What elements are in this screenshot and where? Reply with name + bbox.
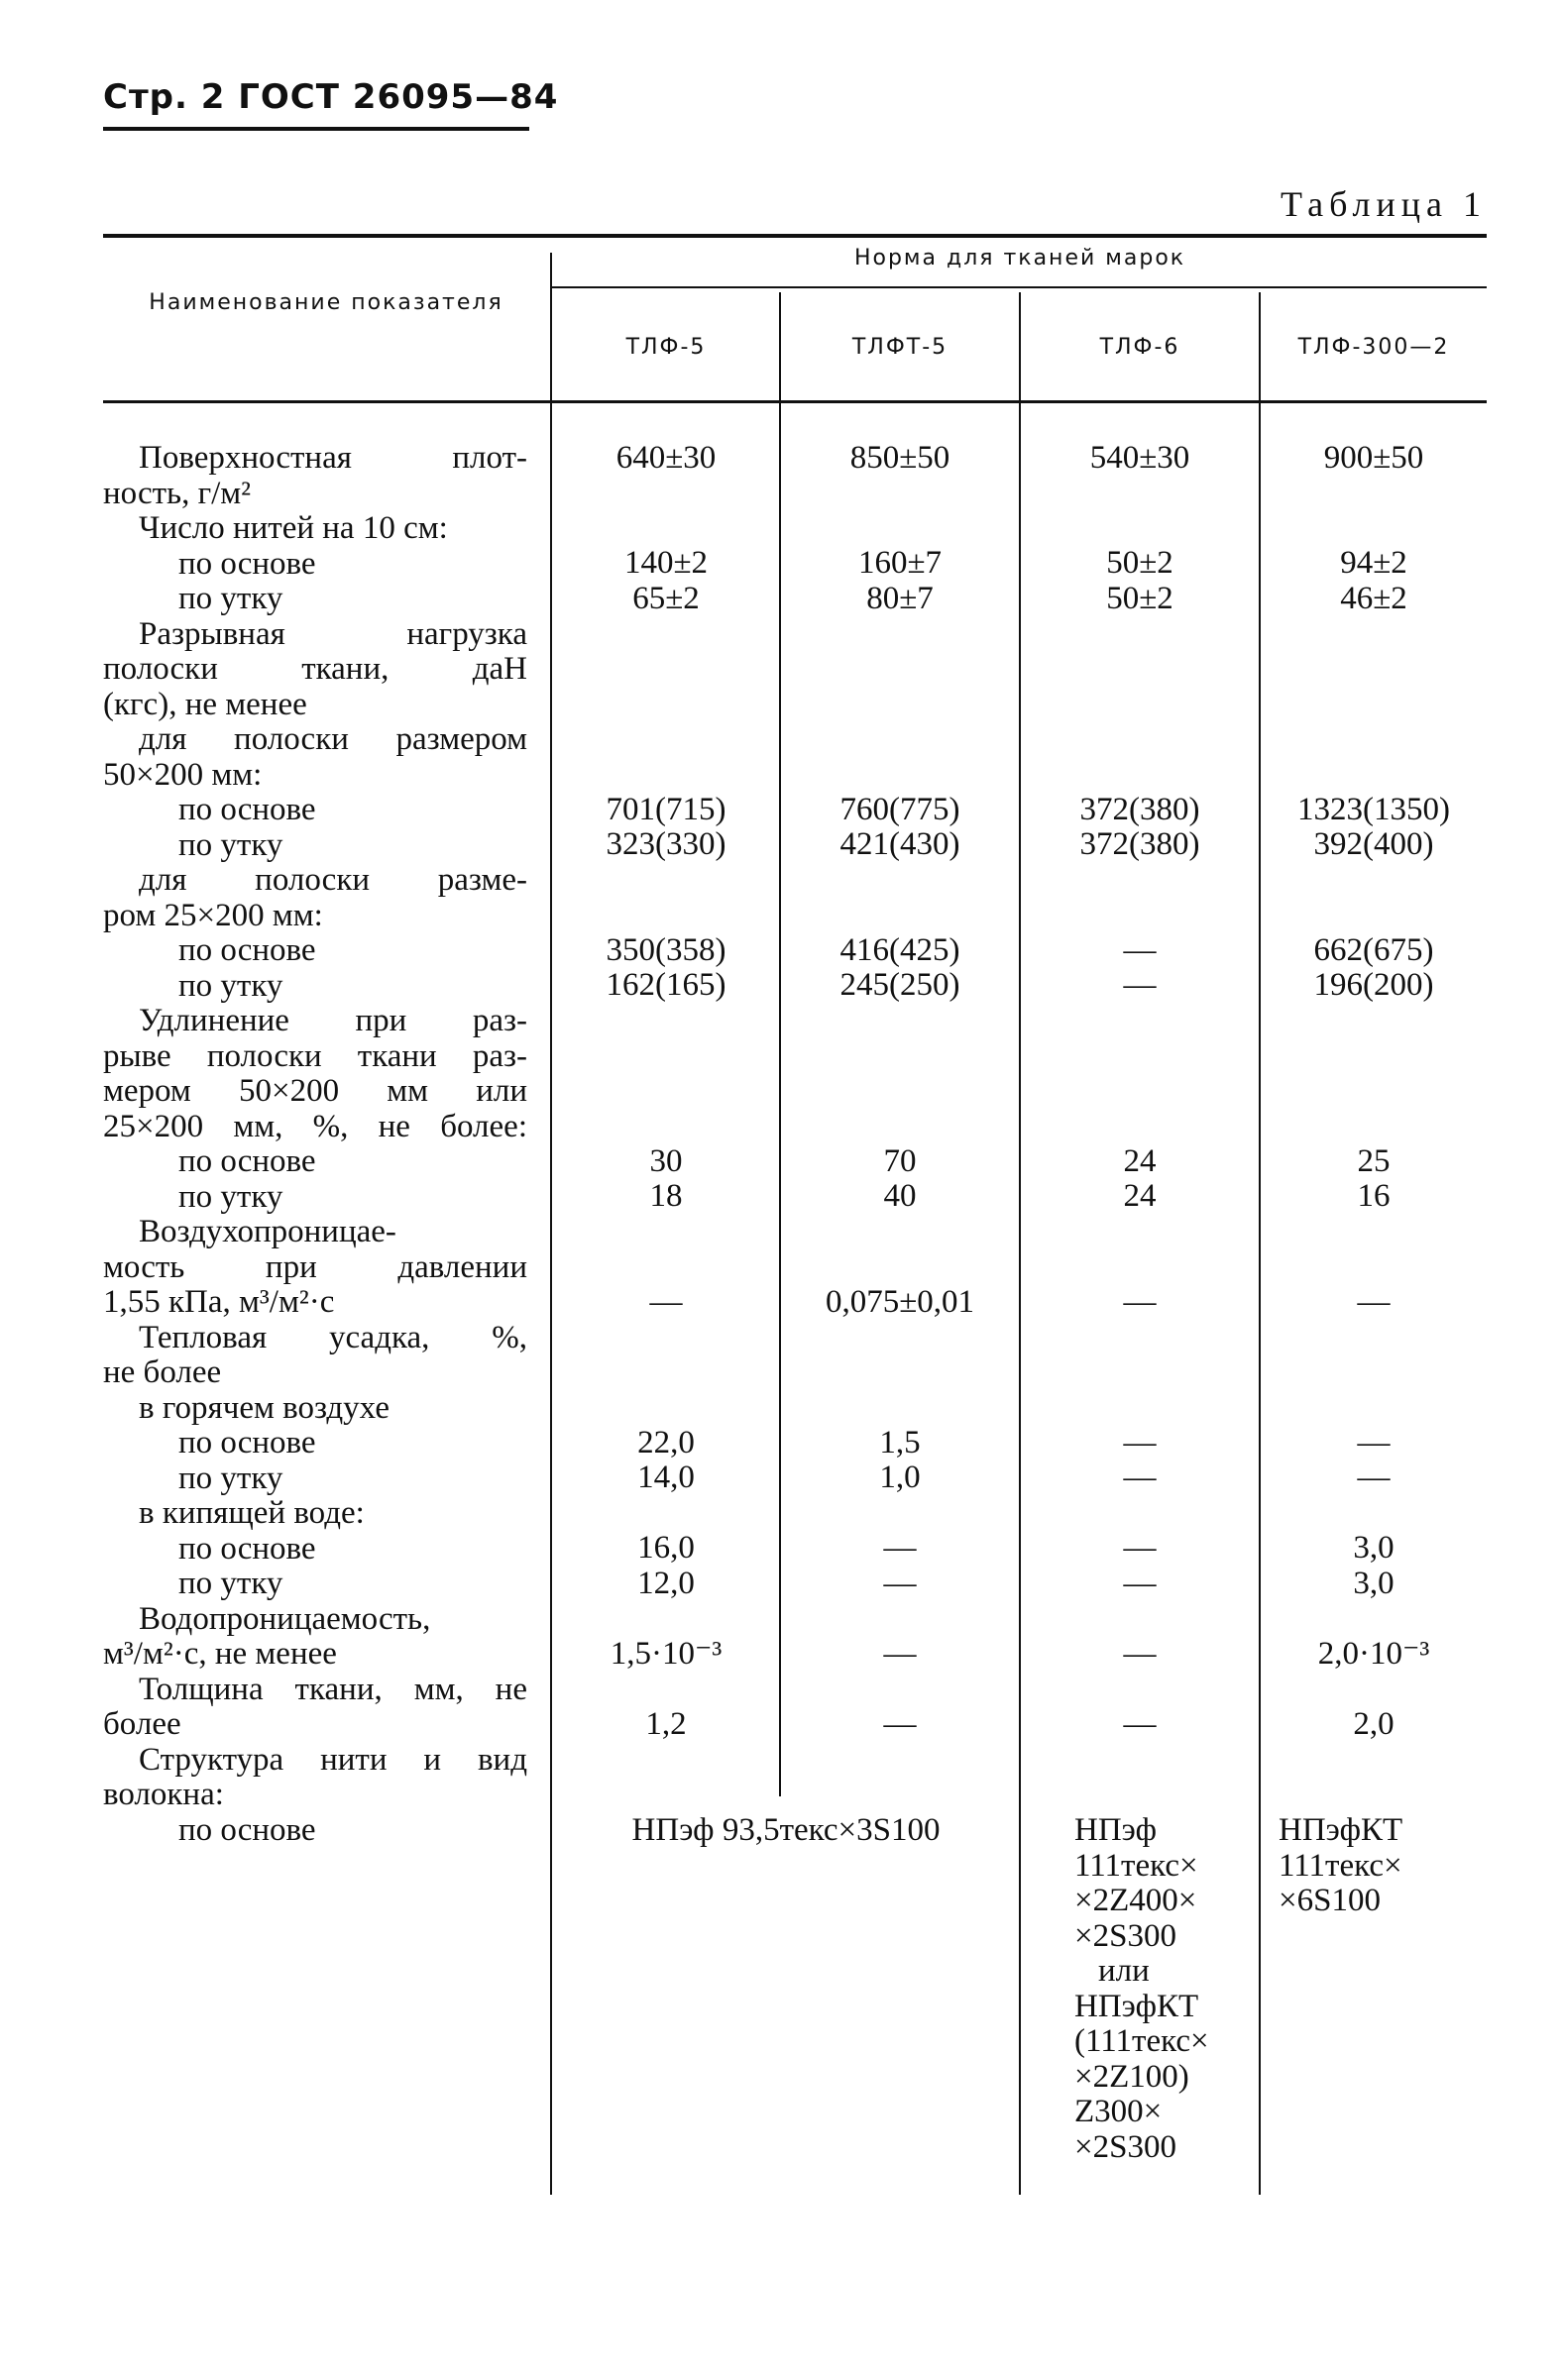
label-elong: Удлинение при раз- [139,1003,527,1038]
value-cell: 160±7 [857,545,943,581]
value-cell: — [1357,1284,1391,1320]
structure-line: 111текс× [1279,1847,1402,1884]
structure-line: ×2Z100) [1074,2058,1189,2095]
value-cell: 18 [649,1178,683,1214]
header-bottom-rule [103,400,1487,403]
label-water-2: м³/м²·с, не менее [103,1636,337,1672]
value-cell: — [1357,1425,1391,1460]
label-elong-2: рыве полоски ткани раз- [103,1037,527,1074]
value-cell: 2,0 [1353,1706,1395,1742]
label-threads: Число нитей на 10 см: [139,510,448,546]
label-air: Воздухопроницае- [139,1214,396,1249]
label-osnova: по основе [178,1143,316,1179]
label-structure: Структура нити и вид [139,1741,527,1778]
value-cell: 50±2 [1106,545,1173,581]
structure-line: или [1098,1953,1150,1989]
label-osnova: по основе [178,1811,316,1848]
label-osnova: по основе [178,792,316,827]
value-cell: 22,0 [637,1425,695,1460]
value-cell: 850±50 [849,440,950,476]
structure-line: НПэфКТ [1279,1812,1403,1848]
value-cell: 323(330) [606,826,726,862]
value-cell: 416(425) [839,932,960,968]
value-structure-tlf6 [1074,1813,1209,2165]
value-cell: — [1123,1566,1157,1601]
label-osnova: по основе [178,545,316,582]
value-cell: 12,0 [637,1566,695,1601]
label-strip50-2: 50×200 мм: [103,756,263,793]
value-cell: 372(380) [1079,826,1200,862]
label-thickness: Толщина ткани, мм, не [139,1671,527,1707]
value-cell: 3,0 [1353,1530,1395,1566]
table-caption: Таблица 1 [1281,184,1487,224]
value-cell: — [1123,967,1157,1003]
value-cell: — [883,1636,917,1672]
label-strip25: для полоски разме- [139,862,527,898]
structure-line: 111текс× [1074,1847,1198,1884]
value-cell: 701(715) [606,792,726,827]
value-cell: — [1123,932,1157,968]
value-cell: 50±2 [1106,581,1173,616]
value-cell: 245(250) [839,967,960,1003]
label-air-2: мость при давлении [103,1248,527,1285]
value-cell: 350(358) [606,932,726,968]
value-cell: — [1123,1706,1157,1742]
label-strip25-2: ром 25×200 мм: [103,897,323,933]
value-cell: 16,0 [637,1530,695,1566]
label-osnova: по основе [178,932,316,968]
value-cell: — [1123,1460,1157,1495]
value-cell: 372(380) [1079,792,1200,827]
label-shrink: Тепловая усадка, %, [139,1319,527,1355]
value-cell: 40 [883,1178,917,1214]
value-cell: — [1357,1460,1391,1495]
value-cell: — [1123,1425,1157,1460]
value-cell: 421(430) [839,826,960,862]
value-cell: 80±7 [866,581,934,616]
value-cell: 140±2 [623,545,709,581]
label-density-unit: ность, г/м² [103,475,252,511]
value-cell: — [649,1284,683,1320]
label-utok: по утку [178,826,283,863]
structure-line: ×2S300 [1074,2128,1176,2165]
label-elong-3: мером 50×200 мм или [103,1073,527,1109]
value-cell: 70 [883,1143,917,1179]
label-density: Поверхностная плот- [139,440,527,476]
value-cell: — [1123,1284,1157,1320]
value-cell: 662(675) [1313,932,1434,968]
label-break-3: (кгс), не менее [103,686,307,722]
label-structure-2: волокна: [103,1777,224,1812]
value-cell: 1323(1350) [1297,792,1450,827]
structure-line: НПэфКТ [1074,1988,1199,2024]
norm-header: Норма для тканей марок [853,246,1186,270]
label-osnova: по основе [178,1425,316,1460]
structure-line: НПэф [1074,1812,1158,1848]
label-utok: по утку [178,967,283,1004]
value-structure-tlf300 [1279,1813,1402,1919]
label-utok: по утку [178,1178,283,1215]
value-cell: — [883,1566,917,1601]
column-divider-1 [550,253,552,2195]
value-cell: 760(775) [839,792,960,827]
value-cell: 392(400) [1313,826,1434,862]
value-cell: 1,2 [645,1706,687,1742]
structure-line: ×6S100 [1279,1883,1381,1918]
param-header: Наименование показателя [149,290,503,315]
value-cell: 14,0 [637,1460,695,1495]
label-hot-air: в горячем воздухе [139,1389,390,1426]
label-air-3: 1,55 кПа, м³/м²·с [103,1284,335,1320]
label-break: Разрывная нагрузка [139,615,527,652]
value-cell: — [1123,1636,1157,1672]
column-header-tlf5: ТЛФ-5 [625,335,707,360]
page-header: Стр. 2 ГОСТ 26095—84 [103,77,559,117]
value-cell: 1,5·10⁻³ [610,1636,723,1672]
label-elong-4: 25×200 мм, %, не более: [103,1108,527,1144]
value-cell: 1,0 [879,1460,921,1495]
value-cell: 46±2 [1340,581,1407,616]
header-rule [103,127,529,131]
column-header-tlf300: ТЛФ-300—2 [1297,335,1450,360]
column-header-tlf6: ТЛФ-6 [1099,335,1180,360]
value-cell: 3,0 [1353,1566,1395,1601]
value-cell: — [1123,1530,1157,1566]
value-cell: 196(200) [1313,967,1434,1003]
label-water: Водопроницаемость, [139,1600,431,1637]
table-top-rule [103,234,1487,238]
value-cell: 65±2 [632,581,700,616]
value-cell: — [883,1706,917,1742]
value-cell: 25 [1357,1143,1391,1179]
value-cell: 94±2 [1340,545,1407,581]
value-cell: — [883,1530,917,1566]
value-cell: 16 [1357,1178,1391,1214]
value-cell: 1,5 [879,1425,921,1460]
label-utok: по утку [178,581,283,616]
structure-line: ×2Z400× [1074,1883,1197,1918]
label-osnova: по основе [178,1530,316,1567]
label-shrink-2: не более [103,1354,222,1390]
value-cell: 24 [1123,1143,1157,1179]
value-cell: 640±30 [615,440,717,476]
structure-line: ×2S300 [1074,1917,1176,1954]
label-strip50: для полоски размером [139,721,527,757]
value-structure-span: НПэф 93,5текс×3S100 [631,1812,941,1848]
value-cell: 24 [1123,1178,1157,1214]
label-utok: по утку [178,1460,283,1496]
parameter-labels [103,441,527,1848]
label-boiling: в кипящей воде: [139,1495,365,1531]
label-utok: по утку [178,1566,283,1601]
value-cell: 900±50 [1323,440,1424,476]
column-header-tlft5: ТЛФТ-5 [851,335,948,360]
value-cell: 162(165) [606,967,726,1003]
label-break-2: полоски ткани, даН [103,651,527,687]
value-cell: 2,0·10⁻³ [1317,1636,1430,1672]
label-thickness-2: более [103,1706,181,1742]
structure-line: (111текс× [1074,2023,1209,2059]
norm-header-rule [551,286,1487,288]
value-cell: 540±30 [1089,440,1190,476]
value-cell: 0,075±0,01 [825,1284,975,1320]
value-cell: 30 [649,1143,683,1179]
structure-line: Z300× [1074,2094,1163,2129]
